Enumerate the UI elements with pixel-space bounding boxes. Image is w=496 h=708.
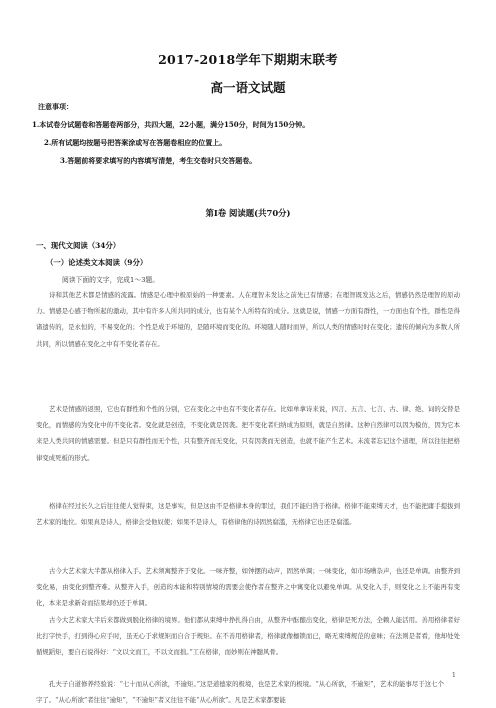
page-number: 1: [452, 672, 456, 679]
section-heading: 一、现代文阅读（34分）: [36, 241, 121, 250]
passage-paragraph-1: 诗和其他艺术都是情感的流露。情感是心理中极原始的一种要素。人在理智未发达之前先已有情感；在理智既发达之后，情感仍然是理智的原动力。情感是心感于物所起的激动，其中有许多人所共同的成分，也有某个人所特有的成分。这就是说，情感一方面有群性，一方面也有个性，群性是得诸遗传的，是永恒的，不易变化的；个性是成于环境的，是随环境而变化的。环境随人随时而异，所以人类的情感时时在变化；遗传的倾向为多数人所共同，所以情感在变化之中有不变化者存在。: [36, 291, 460, 348]
part-one-title: 第Ⅰ卷 阅读题(共70分): [205, 208, 291, 218]
notice-heading: 注意事项：: [38, 102, 73, 111]
reading-instruction: 阅读下面的文字，完成1～3题。: [62, 276, 160, 284]
subsection-heading: （一）论述类文本阅读（9分）: [46, 258, 148, 267]
notice-item-3: 3.答题前将要求填写的内容填写清楚，考生交卷时只交答题卷。: [60, 156, 257, 165]
passage-paragraph-6: 孔夫子自道修养经验说：“七十而从心所欲，不逾矩。”这是道德家的极境，也是艺术家的极境。“从心所欲，不逾矩”，艺术的能事尽于这七个字了。“从心所欲”者往往“逾矩”，“不逾矩”者又往往不能“从心所欲”。凡是艺术家都要能: [36, 680, 444, 705]
exam-title: 2017-2018学年下期期末联考: [158, 52, 338, 67]
passage-paragraph-4: 古今大艺术家大半都从格律入手。艺术须寓整齐于变化。一味齐整，如钟摆的动声，固然单调；一味变化，如市场嘈杂声，也还是单调。由整齐到变化易，由变化到整齐难。从整齐入手，创造的本能和特别情境的需要会使作者在整齐之中寓变化以避免单调。从变化入手，则变化之上不能再有变化，本来是求新奇而结果却仍还于单调。: [36, 567, 460, 608]
passage-paragraph-3: 格律在经过长久之后往往使人觉得束，这是事实，但是这由不是格律本身的罪过，我们不能归咎于格律。格律不能束缚天才，也不能把庸手提拔到艺术家的地位。如果真是诗人，格律会受他奴使；如果不是诗人，有格律他的诗固然腐滥，无格律它也还是腐滥。: [36, 502, 460, 527]
notice-item-2: 2.所有试题均按题号把答案涂或写在答题卷相应的位置上。: [44, 138, 227, 147]
passage-paragraph-2: 艺术是情感的返照，它也有群性和个性的分别，它在变化之中也有不变化者存在。比如单拿诗来说，四言、五言、七言、古、律、绝、词的交替是变化，而情感的为变化中的不变化者。变化就是创造，不变化就是因袭。把不变化者归纳成为原则，就是自然律。这种自然律可以因为模仿，因为它本来是人类共同的情感需要。但是只有群性而无个性，只有整齐而无变化，只有因袭而无创造，也就不能产生艺术。未流者忘记这个道理，所以往往把格律变成死板的形式。: [36, 405, 460, 462]
notice-item-1: 1.本试卷分试题卷和答题卷两部分，共四大题，22小题，满分150分，时间为150分钟。: [32, 120, 310, 129]
passage-paragraph-5: 古今大艺术家大半后来都做到脱化格律的境界。他们都从束缚中挣扎得自由，从整齐中酝酿出变化，格律是死方法，全赖人能活用。善用格律者好比打字快手，打到得心应手时，虽无心于求规矩而自合于规矩。在不善用格律者，格律就像枷锁而已，略无束缚规范的意味；在法则是者看，他却处处循规蹈矩，要自石说得好：“文以文而工，不以文而拙。”工在格律，而妙则在神髓风骨。: [36, 616, 460, 657]
exam-subtitle: 高一语文试题: [210, 80, 286, 95]
